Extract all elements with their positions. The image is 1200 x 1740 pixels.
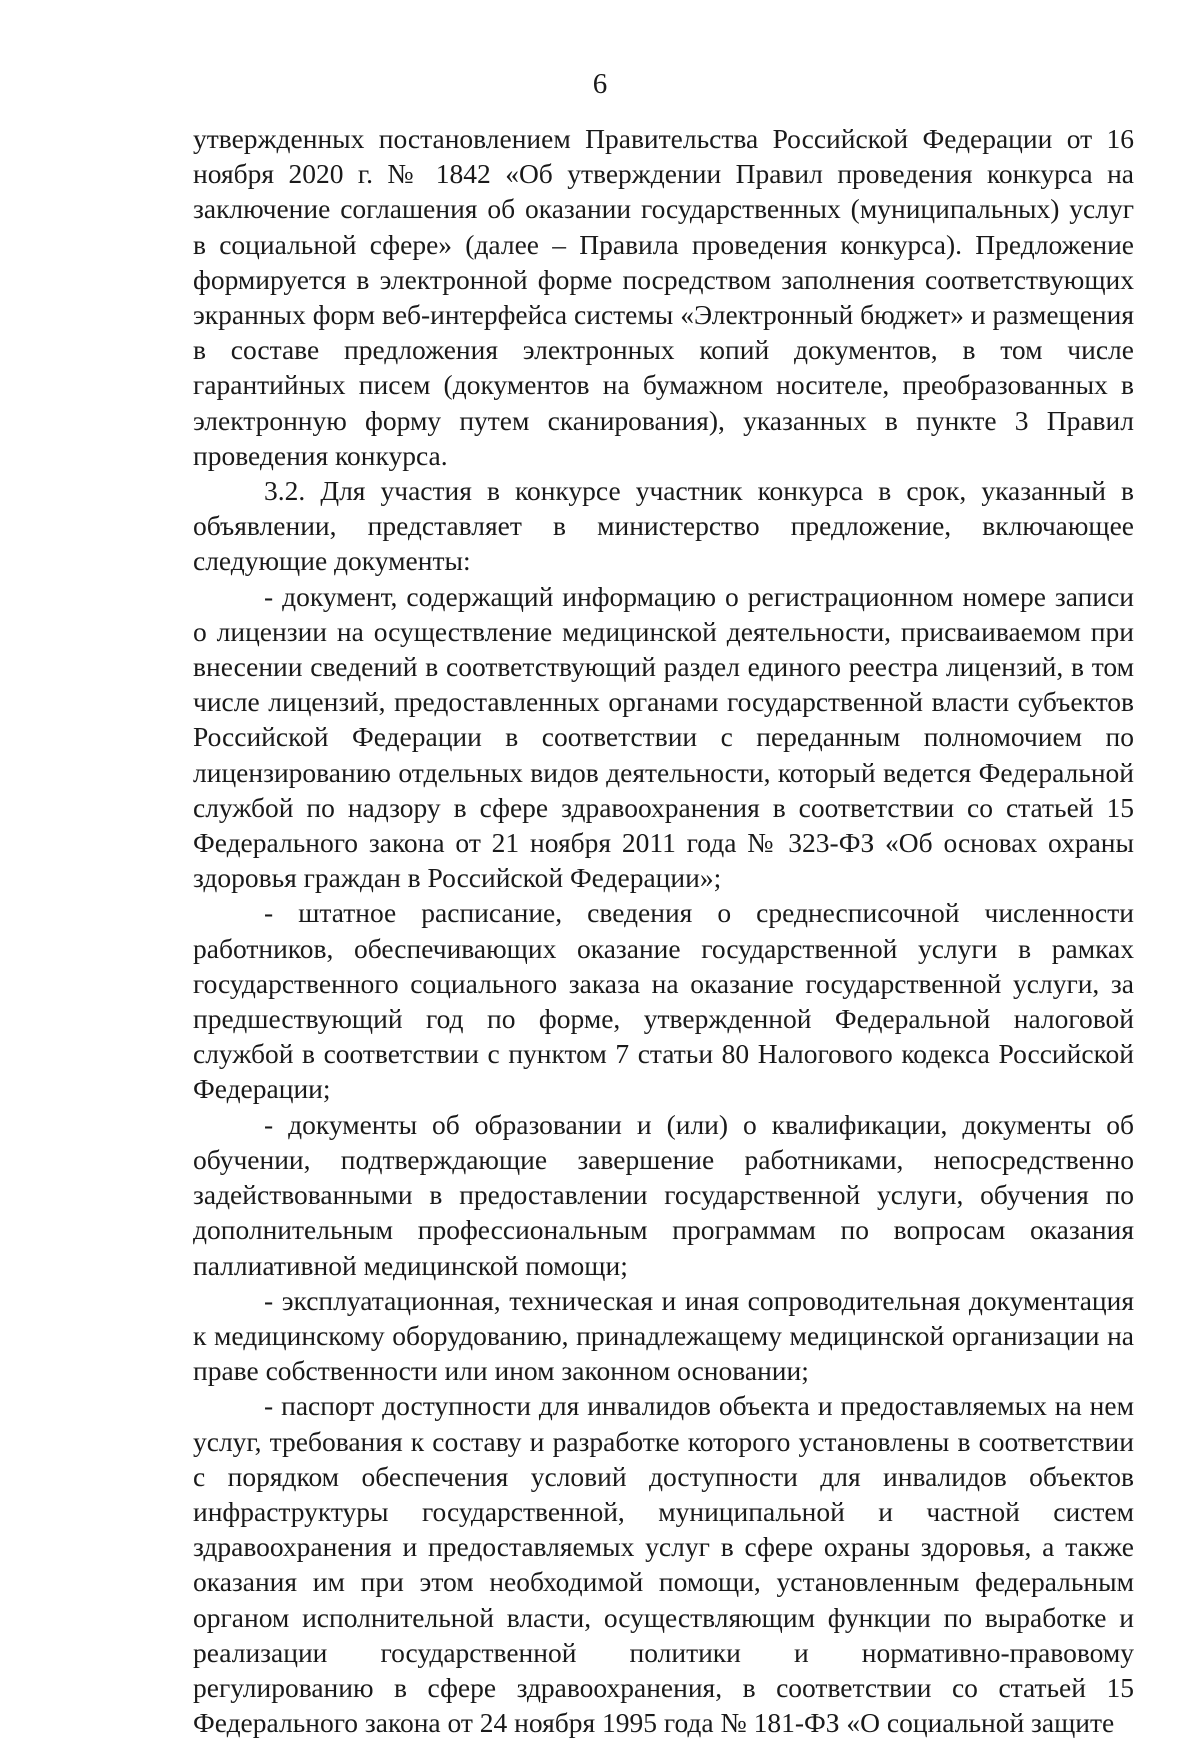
page-number: 6 — [592, 68, 608, 100]
list-item: - документ, содержащий информацию о регистрационном номере записи о лицензии на осуществление медицинской деятельности, присваиваемом при внесении сведений в соответствующий раздел единого реестра лицензий, в том числе лицензий, предоставленных органами государственной власти субъектов Российской Федерации в соответствии с переданным полномочием по лицензированию отдельных видов деятельности, который ведется Федеральной службой по надзору в сфере здравоохранения в соответствии со статьей 15 Федерального закона от 21 ноября 2011 года № 323-ФЗ «Об основах охраны здоровья граждан в Российской Федерации»; — [193, 580, 1134, 894]
list-item: - документы об образовании и (или) о квалификации, документы об обучении, подтверждающие завершение работниками, непосредственно задействованными в предоставлении государственной услуги, обучения по дополнительным профессиональным программам по вопросам оказания паллиативной медицинской помощи; — [193, 1108, 1134, 1281]
list-item: - штатное расписание, сведения о среднесписочной численности работников, обеспечивающих оказание государственной услуги в рамках государственного социального заказа на оказание государственной услуги, за предшествующий год по форме, утвержденной Федеральной налоговой службой в соответствии с пунктом 7 статьи 80 Налогового кодекса Российской Федерации; — [193, 897, 1134, 1105]
paragraph: утвержденных постановлением Правительства Российской Федерации от 16 ноября 2020 г. № 1842 «Об утверждении Правил проведения конкурса на заключение соглашения об оказании государственных (муниципальных) услуг в социальной сфере» (далее – Правила проведения конкурса). Предложение формируется в электронной форме посредством заполнения соответствующих экранных форм веб-интерфейса системы «Электронный бюджет» и размещения в составе предложения электронных копий документов, в том числе гарантийных писем (документов на бумажном носителе, преобразованных в электронную форму путем сканирования), указанных в пункте 3 Правил проведения конкурса. — [193, 123, 1134, 471]
document-body — [193, 121, 1134, 1740]
list-item: - эксплуатационная, техническая и иная сопроводительная документация к медицинскому оборудованию, принадлежащему медицинской организации на праве собственности или ином законном основании; — [193, 1284, 1134, 1387]
paragraph: 3.2. Для участия в конкурсе участник конкурса в срок, указанный в объявлении, представляет в министерство предложение, включающее следующие документы: — [193, 475, 1134, 577]
list-item: - паспорт доступности для инвалидов объекта и предоставляемых на нем услуг, требования к составу и разработке которого установлены в соответствии с порядком обеспечения условий доступности для инвалидов объектов инфраструктуры государственной, муниципальной и частной систем здравоохранения и предоставляемых услуг в сфере охраны здоровья, а также оказания им при этом необходимой помощи, установленным федеральным органом исполнительной власти, осуществляющим функции по выработке и реализации государственной политики и нормативно-правовому регулированию в сфере здравоохранения, в соответствии со статьей 15 Федерального закона от 24 ноября 1995 года № 181-ФЗ «О социальной защите — [193, 1390, 1134, 1739]
